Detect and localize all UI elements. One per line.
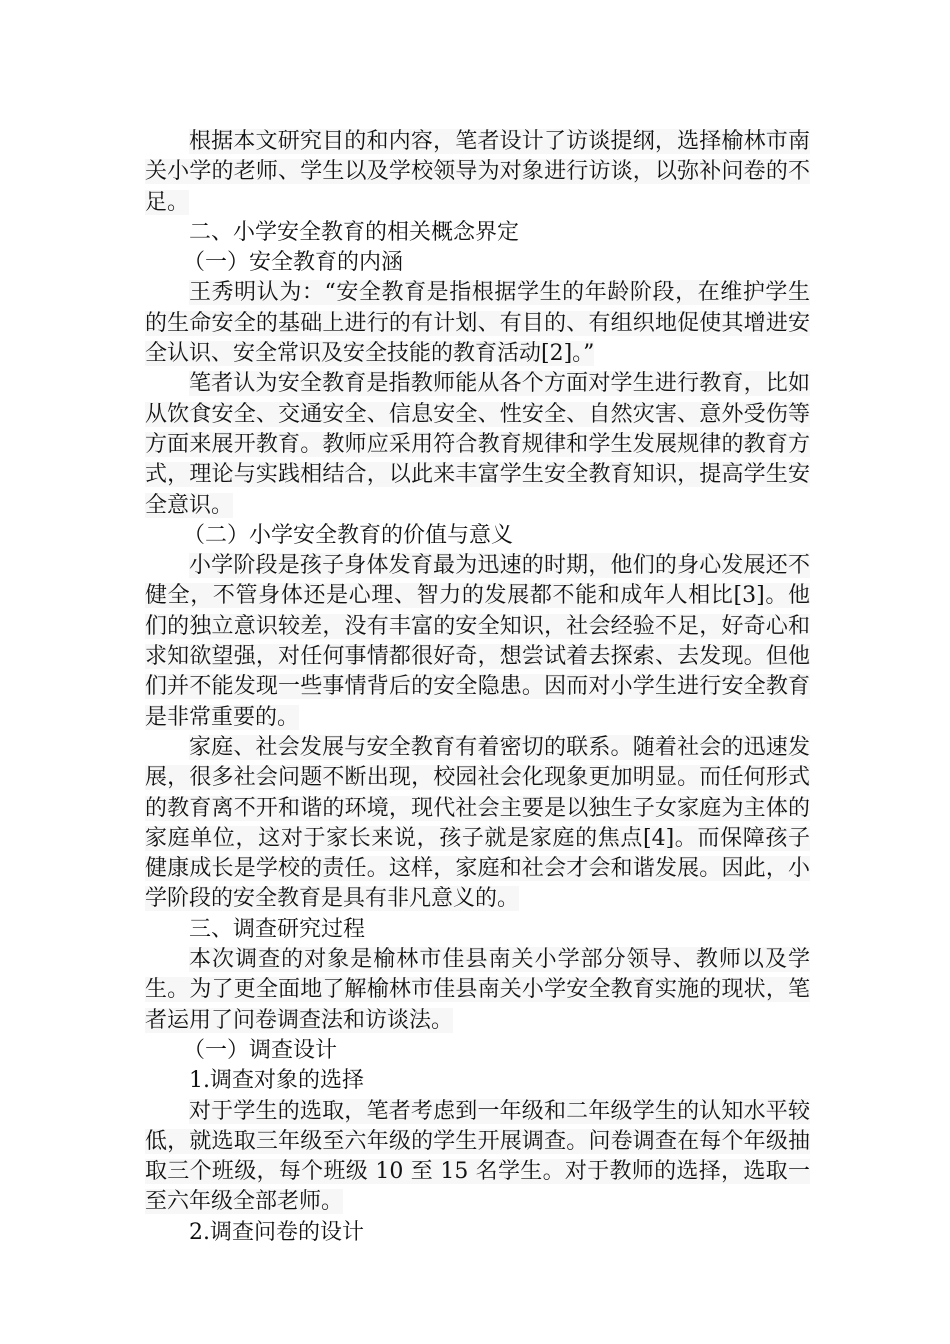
para-primary-stage: 小学阶段是孩子身体发育最为迅速的时期，他们的身心发展还不健全，不管身体还是心理、智力的发展都不能和成年人相比[3]。他们的独立意识较差，没有丰富的安全知识，社会经验不足，好奇心和求知欲望强，对任何事情都很好奇，想尝试着去探索、去发现。但他们并不能发现一些事情背后的安全隐患。因而对小学生进行安全教育是非常重要的。 <box>145 553 810 730</box>
para-selection: 对于学生的选取，笔者考虑到一年级和二年级学生的认知水平较低，就选取三年级至六年级的学生开展调查。问卷调查在每个年级抽取三个班级，每个班级 10 至 15 名学生。对于教师的选择，选取一至六年级全部老师。 <box>145 1098 810 1215</box>
document-page <box>145 127 810 1248</box>
para-author-view: 笔者认为安全教育是指教师能从各个方面对学生进行教育，比如从饮食安全、交通安全、信息安全、性安全、自然灾害、意外受伤等方面来展开教育。教师应采用符合教育规律和学生发展规律的教育方式，理论与实践相结合，以此来丰富学生安全教育知识，提高学生安全意识。 <box>145 371 810 518</box>
heading-3-1: （一）调查设计 <box>183 1037 338 1063</box>
para-survey-objects: 本次调查的对象是榆林市佳县南关小学部分领导、教师以及学生。为了更全面地了解榆林市佳县南关小学安全教育实施的现状，笔者运用了问卷调查法和访谈法。 <box>145 947 810 1033</box>
heading-3-1-1: 1.调查对象的选择 <box>189 1068 364 1094</box>
para-interview-outline: 根据本文研究目的和内容，笔者设计了访谈提纲，选择榆林市南关小学的老师、学生以及学校领导为对象进行访谈，以弥补问卷的不足。 <box>145 129 810 215</box>
heading-3-1-2: 2.调查问卷的设计 <box>189 1219 364 1245</box>
para-family-society: 家庭、社会发展与安全教育有着密切的联系。随着社会的迅速发展，很多社会问题不断出现，校园社会化现象更加明显。而任何形式的教育离不开和谐的环境，现代社会主要是以独生子女家庭为主体的家庭单位，这对于家长来说，孩子就是家庭的焦点[4]。而保障孩子健康成长是学校的责任。这样，家庭和社会才会和谐发展。因此，小学阶段的安全教育是具有非凡意义的。 <box>145 734 810 912</box>
heading-2-1: （一）安全教育的内涵 <box>183 250 404 276</box>
para-wang-definition: 王秀明认为：“安全教育是指根据学生的年龄阶段，在维护学生的生命安全的基础上进行的有计划、有目的、有组织地促使其增进安全认识、安全常识及安全技能的教育活动[2]。” <box>145 280 810 367</box>
heading-2-2: （二）小学安全教育的价值与意义 <box>183 522 514 548</box>
heading-section-3: 三、调查研究过程 <box>189 916 366 942</box>
heading-section-2: 二、小学安全教育的相关概念界定 <box>189 219 520 245</box>
